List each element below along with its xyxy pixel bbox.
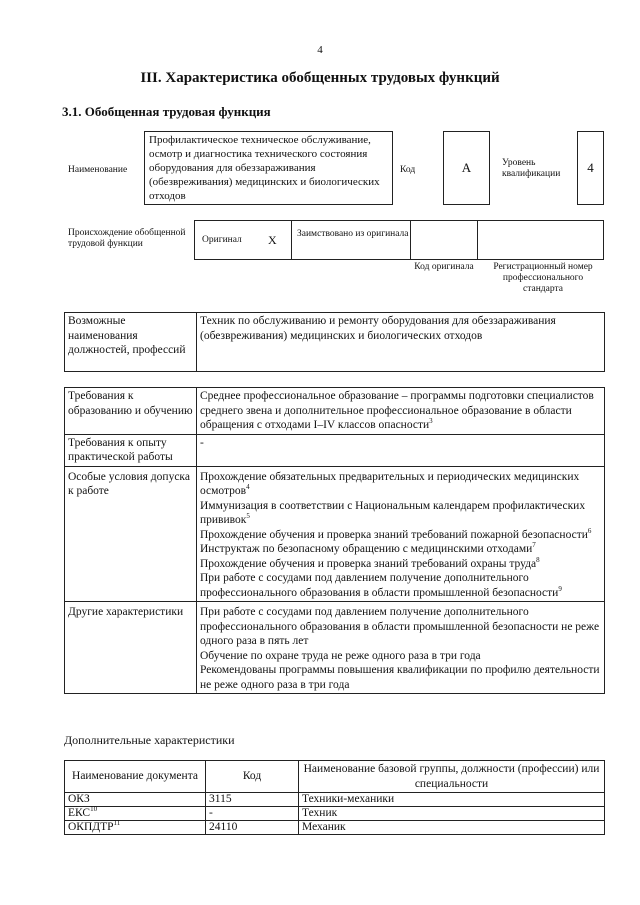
code-box: А	[443, 131, 490, 205]
borrowed-label: Заимствовано из оригинала	[297, 229, 409, 239]
doc-cell: ОКЗ	[65, 793, 206, 807]
original-label: Оригинал	[202, 235, 242, 245]
education-cell	[197, 388, 605, 435]
table-row	[65, 807, 605, 821]
education-value: Среднее профессиональное образование – программы подготовки специалистов среднего звена и дополнительное профессиональное образование в области обращения с отходами I–IV классов опасности	[200, 390, 594, 431]
other-item: Рекомендованы программы повышения квалификации по профилю деятельности не реже одного раза в три года	[200, 664, 600, 691]
conditions-label: Особые условия допуска к работе	[65, 466, 197, 602]
condition-item: Прохождение обязательных предварительных и периодических медицинских осмотров$^4$	[200, 470, 580, 497]
experience-label: Требования к опыту практической работы	[65, 434, 197, 466]
condition-item: При работе с сосудами под давлением получение дополнительного профессионального образования в области промышленной безопасности$^9$	[200, 572, 562, 599]
name-cell: Техники-механики	[299, 793, 605, 807]
positions-label: Возможные наименования должностей, профессий	[65, 313, 197, 372]
other-cell	[197, 602, 605, 694]
function-name-box: Профилактическое техническое обслуживание, осмотр и диагностика технического состояния оборудования для обеззараживания (обезвреживания) медицинских и биологических отходов	[144, 131, 393, 205]
positions-table	[64, 312, 605, 372]
table-row	[65, 821, 605, 835]
page-number: 4	[317, 44, 323, 56]
condition-item: Прохождение обучения и проверка знаний требований пожарной безопасности$^6$	[200, 526, 592, 541]
header-doc: Наименование документа	[65, 761, 206, 793]
code-original-caption: Код оригинала	[414, 262, 474, 272]
code-label: Код	[400, 165, 416, 175]
name-cell: Механик	[299, 821, 605, 835]
condition-item: Прохождение обучения и проверка знаний требований охраны труда$^8$	[200, 555, 540, 570]
condition-item: Инструктаж по безопасному обращению с медицинскими отходами$^7$	[200, 541, 536, 555]
divider	[477, 221, 478, 259]
additional-title: Дополнительные характеристики	[64, 733, 235, 747]
other-label: Другие характеристики	[65, 602, 197, 694]
other-item: При работе с сосудами под давлением получение дополнительного профессионального образования в области промышленной безопасности не реже одного раза в пять лет	[200, 606, 600, 647]
condition-item: Иммунизация в соответствии с Национальным календарем профилактических прививок$^5$	[200, 499, 586, 526]
name-cell: Техник	[299, 807, 605, 821]
code-cell: -	[206, 807, 299, 821]
section-title: III. Характеристика обобщенных трудовых функций	[140, 70, 500, 86]
requirements-table	[64, 387, 605, 694]
doc-cell: ОКПДТР$^{11}$	[65, 821, 206, 835]
divider	[410, 221, 411, 259]
origin-label: Происхождение обобщенной трудовой функции	[68, 228, 186, 249]
table-row	[65, 793, 605, 807]
header-name: Наименование базовой группы, должности (профессии) или специальности	[299, 761, 605, 793]
name-label: Наименование	[68, 165, 128, 175]
experience-value: -	[197, 434, 605, 466]
conditions-cell	[197, 466, 605, 602]
divider	[291, 221, 292, 259]
header-code: Код	[206, 761, 299, 793]
footnote-ref: 3	[429, 417, 433, 426]
code-cell: 24110	[206, 821, 299, 835]
level-label: Уровень квалификации	[502, 158, 561, 179]
subsection-title: 3.1. Обобщенная трудовая функция	[62, 104, 271, 119]
additional-table	[64, 760, 605, 835]
other-item: Обучение по охране труда не реже одного раза в три года	[200, 649, 481, 662]
origin-box	[194, 220, 604, 260]
code-cell: 3115	[206, 793, 299, 807]
positions-value: Техник по обслуживанию и ремонту оборудования для обеззараживания (обезвреживания) медицинских и биологических отходов	[197, 313, 605, 372]
education-label: Требования к образованию и обучению	[65, 388, 197, 435]
doc-cell: ЕКС$^{10}$	[65, 807, 206, 821]
level-box: 4	[577, 131, 604, 205]
original-mark: X	[268, 233, 277, 247]
reg-number-caption: Регистрационный номер профессионального стандарта	[493, 262, 593, 294]
